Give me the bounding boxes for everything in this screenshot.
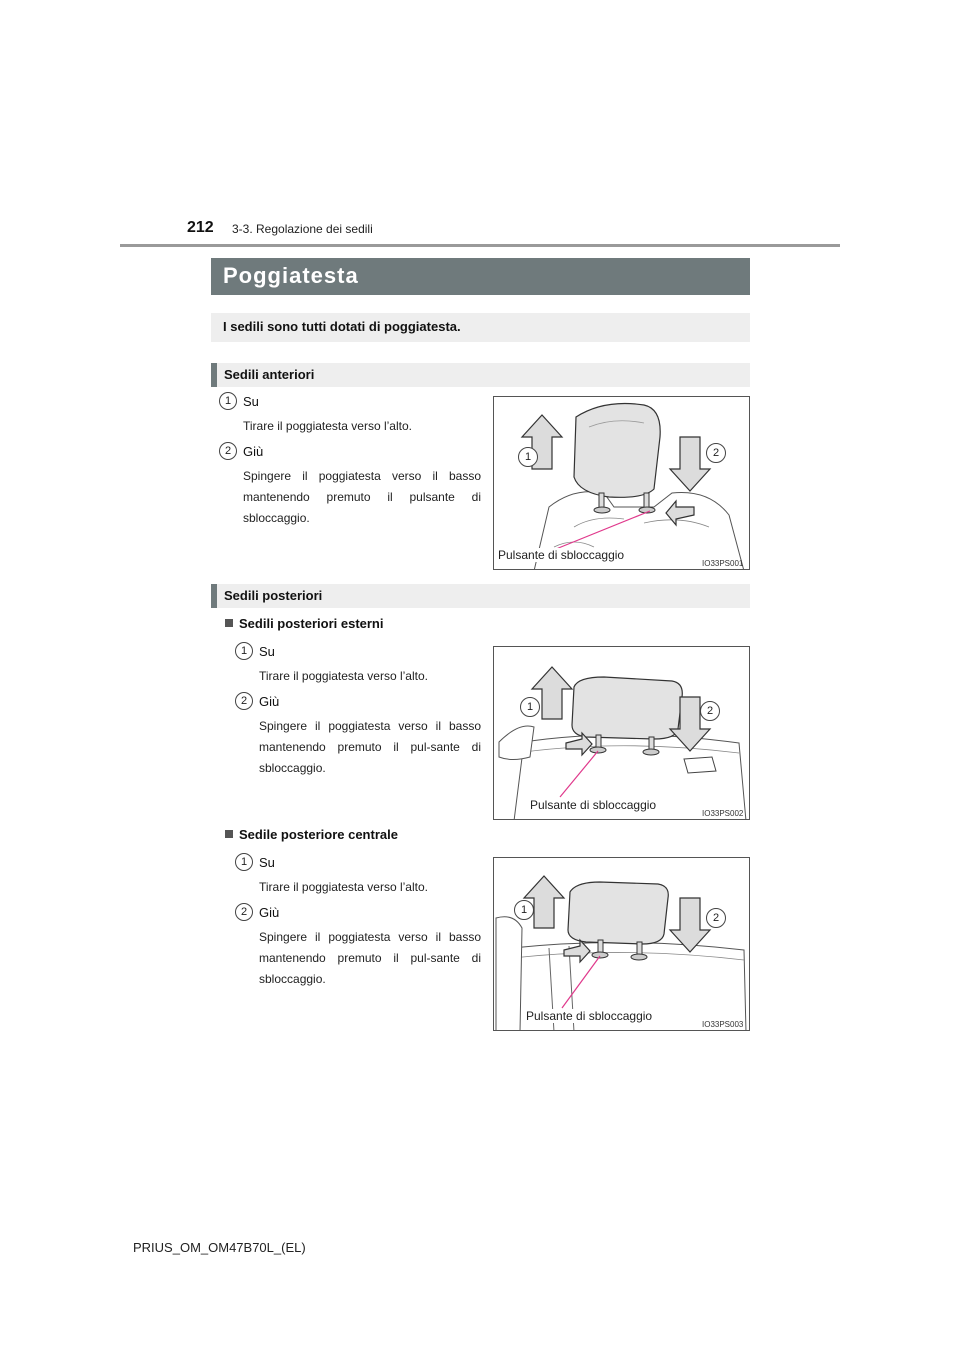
header-divider [120, 244, 840, 247]
front-headrest-figure [493, 396, 750, 570]
step-description: Spingere il poggiatesta verso il basso mantenendo premuto il pul-sante di sbloccaggio. [259, 930, 481, 986]
step-description: Spingere il poggiatesta verso il basso mantenendo premuto il pul-sante di sbloccaggio. [259, 719, 481, 775]
step-description: Tirare il poggiatesta verso l’alto. [259, 880, 428, 894]
rear-seats-heading: Sedili posteriori [224, 588, 323, 603]
release-button-label: Pulsante di sbloccaggio [498, 548, 625, 562]
section-title-bar [211, 258, 750, 295]
rear-center-subheading: Sedile posteriore centrale [225, 827, 398, 842]
figure-marker-down: 2 [706, 908, 726, 928]
step-label-up: Su [259, 855, 275, 870]
chapter-title: 3-3. Regolazione dei sedili [232, 222, 373, 236]
step-number: 2 [219, 442, 237, 460]
square-bullet-icon [225, 619, 233, 627]
step-label-up: Su [243, 394, 259, 409]
step-label-down: Giù [243, 444, 264, 459]
figure-code: IO33PS001 [702, 559, 744, 568]
rear-seats-heading-bar [211, 584, 750, 608]
step-number: 1 [235, 642, 253, 660]
page-title: Poggiatesta [223, 263, 359, 288]
step-label-down: Giù [259, 694, 280, 709]
step-label-up: Su [259, 644, 275, 659]
rear-outer-subheading: Sedili posteriori esterni [225, 616, 384, 631]
front-headrest-illustration [494, 397, 750, 570]
page-number: 212 [187, 219, 214, 236]
step-description: Tirare il poggiatesta verso l’alto. [243, 419, 412, 433]
release-button-label: Pulsante di sbloccaggio [526, 1009, 653, 1023]
figure-marker-down: 2 [700, 701, 720, 721]
rear-center-headrest-figure [493, 857, 750, 1031]
step-number: 2 [235, 903, 253, 921]
figure-marker-up: 1 [518, 447, 538, 467]
document-code-footer: PRIUS_OM_OM47B70L_(EL) [133, 1240, 306, 1255]
figure-marker-up: 1 [514, 900, 534, 920]
step-number: 1 [235, 853, 253, 871]
step-number: 1 [219, 392, 237, 410]
front-seats-heading-bar [211, 363, 750, 387]
release-button-label: Pulsante di sbloccaggio [530, 798, 657, 812]
front-seats-heading: Sedili anteriori [224, 367, 315, 382]
rear-center-headrest-illustration [494, 858, 750, 1031]
intro-text: I sedili sono tutti dotati di poggiatesta. [223, 319, 461, 334]
step-description: Spingere il poggiatesta verso il basso mantenendo premuto il pulsante di sbloccaggio. [243, 469, 481, 525]
step-number: 2 [235, 692, 253, 710]
figure-marker-up: 1 [520, 697, 540, 717]
intro-box [211, 313, 750, 342]
rear-outer-headrest-figure [493, 646, 750, 820]
square-bullet-icon [225, 830, 233, 838]
figure-code: IO33PS002 [702, 809, 744, 818]
step-label-down: Giù [259, 905, 280, 920]
rear-outer-headrest-illustration [494, 647, 750, 820]
figure-code: IO33PS003 [702, 1020, 744, 1029]
figure-marker-down: 2 [706, 443, 726, 463]
step-description: Tirare il poggiatesta verso l’alto. [259, 669, 428, 683]
